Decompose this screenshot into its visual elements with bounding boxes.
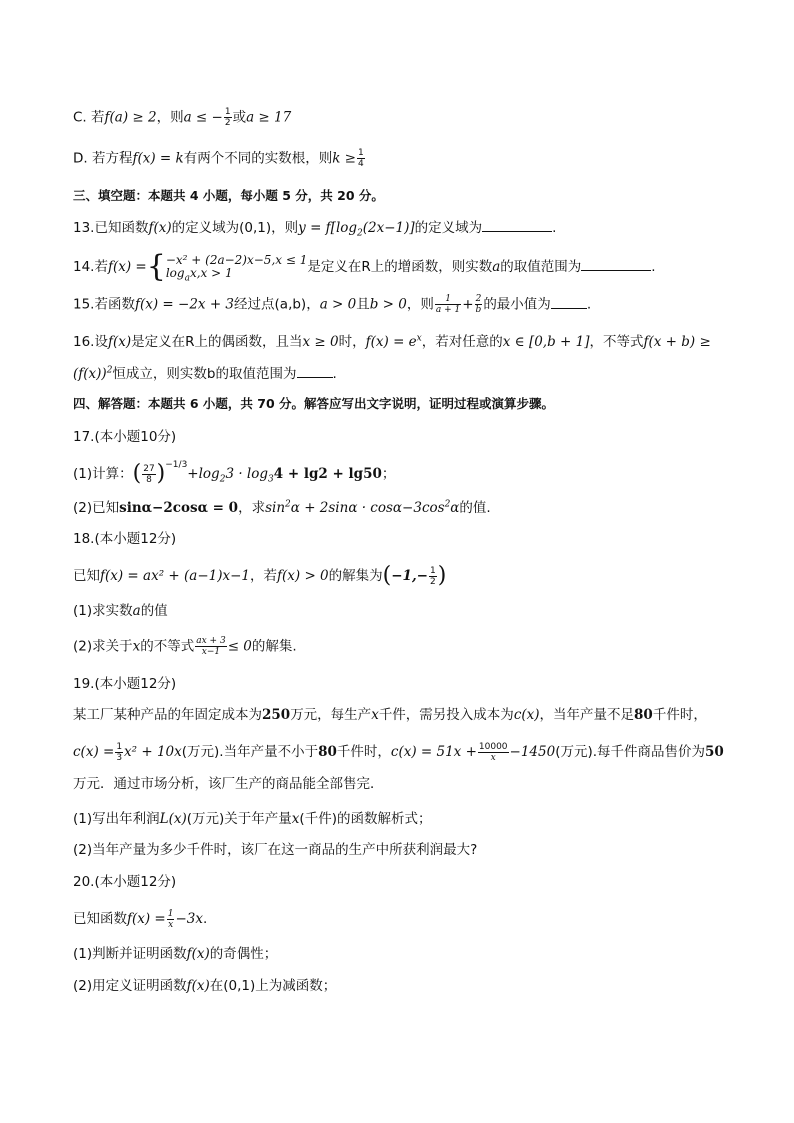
section-three-heading: 三、填空题：本题共 4 小题，每小题 5 分，共 20 分。 [73, 188, 384, 203]
question-17-title: 17.(本小题10分) [73, 429, 177, 445]
answer-blank[interactable] [482, 230, 552, 232]
left-brace: { [146, 249, 166, 284]
fraction: $\frac{1}{2}$ [224, 107, 231, 128]
question-20-stem: 已知函数f(x) = $\frac{1}{x}$ −3x. [73, 908, 208, 930]
option-c: C. 若f(a) ≥ 2，则a ≤ − $\frac{1}{2}$ 或a ≥ 17 [73, 107, 292, 128]
fraction: $\frac{1}{4}$ [358, 148, 364, 169]
question-18-part-2: (2)求关于x的不等式 $\frac{ax + 3}{x-1}$ ≤ 0的解集. [73, 636, 297, 657]
fraction: $\frac{1}{3}$ [116, 741, 123, 763]
piecewise-function: { −x² + (2a−2)x−5,x ≤ 1 $\log_ax,x > 1$ [146, 249, 308, 284]
question-14: 14.若f(x) ={ −x² + (2a−2)x−5,x ≤ 1 $\log_ax,x > 1$ 是定义在R上的增函数，则实数a的取值范围为 . [73, 249, 656, 284]
question-16-continued: $(f(x))^2$恒成立，则实数b的取值范围为 . [73, 365, 337, 382]
question-18-part-1: (1)求实数a的值 [73, 603, 168, 619]
fraction: $\frac{10000}{x}$ [478, 741, 508, 763]
question-19-title: 19.(本小题12分) [73, 676, 177, 692]
question-17-part-2: (2)已知sinα−2cosα = 0，求$\sin^2\alpha + 2\sin\alpha \cdot \cos\alpha-3\cos^2\alpha$的值. [73, 499, 491, 516]
question-19-part-2: (2)当年产量为多少千件时，该厂在这一商品的生产中所获利润最大? [73, 842, 478, 858]
question-17-part-1: (1)计算：( $\frac{27}{8}$ )$^{-1/3}+\log_23 \cdot \log_34 + \lg 2 + \lg 50$； [73, 459, 396, 486]
question-15: 15.若函数f(x) = −2x + 3经过点(a,b)，a > 0且b > 0，则 $\frac{1}{a + 1}$ + $\frac{2}{b}$ 的最小值为 . [73, 294, 592, 315]
question-20-title: 20.(本小题12分) [73, 874, 177, 890]
fraction: $\frac{1}{2}$ [429, 565, 436, 587]
answer-blank[interactable] [297, 376, 333, 378]
question-20-part-2: (2)用定义证明函数f(x)在(0,1)上为减函数； [73, 978, 337, 994]
question-20-part-1: (1)判断并证明函数f(x)的奇偶性； [73, 946, 278, 962]
question-19-stem-line-1: 某工厂某种产品的年固定成本为250万元，每生产x千件，需另投入成本为c(x)，当年产量不足80千件时， [73, 707, 707, 723]
fraction: $\frac{2}{b}$ [475, 294, 482, 315]
question-13: 13.已知函数f(x)的定义域为(0,1)，则$y = f[\log_2(2x-1)]$的定义域为 . [73, 220, 557, 239]
question-18-stem: 已知f(x) = ax² + (a−1)x−1，若f(x) > 0的解集为(−1,− $\frac{1}{2}$ ) [73, 563, 447, 588]
fraction: $\frac{1}{x}$ [167, 908, 174, 930]
option-d: D. 若方程f(x) = k有两个不同的实数根，则k ≥ $\frac{1}{4}$ [73, 148, 364, 169]
fraction: $\frac{1}{a + 1}$ [435, 294, 461, 315]
question-19-stem-line-3: 万元．通过市场分析，该厂生产的商品能全部售完． [73, 776, 384, 792]
question-18-title: 18.(本小题12分) [73, 531, 177, 547]
fraction: $\frac{27}{8}$ [143, 463, 155, 485]
fraction: $\frac{ax + 3}{x-1}$ [196, 636, 226, 657]
question-16: 16.设f(x)是定义在R上的偶函数，且当x ≥ 0时，$f(x) = e^x$，若对任意的x ∈ [0,b + 1]，不等式f(x + b) ≥ [73, 333, 711, 350]
question-19-stem-line-2: c(x) = $\frac{1}{3}$ x² + 10x(万元).当年产量不小于80千件时，c(x) = 51x + $\frac{10000}{x}$ −1450(万元).每千件商品售价为50 [73, 741, 724, 763]
answer-blank[interactable] [581, 269, 651, 271]
question-19-part-1: (1)写出年利润L(x)(万元)关于年产量x(千件)的函数解析式； [73, 811, 432, 827]
answer-blank[interactable] [551, 307, 587, 309]
section-four-heading: 四、解答题：本题共 6 小题，共 70 分。解答应写出文字说明，证明过程或演算步骤。 [73, 396, 555, 411]
